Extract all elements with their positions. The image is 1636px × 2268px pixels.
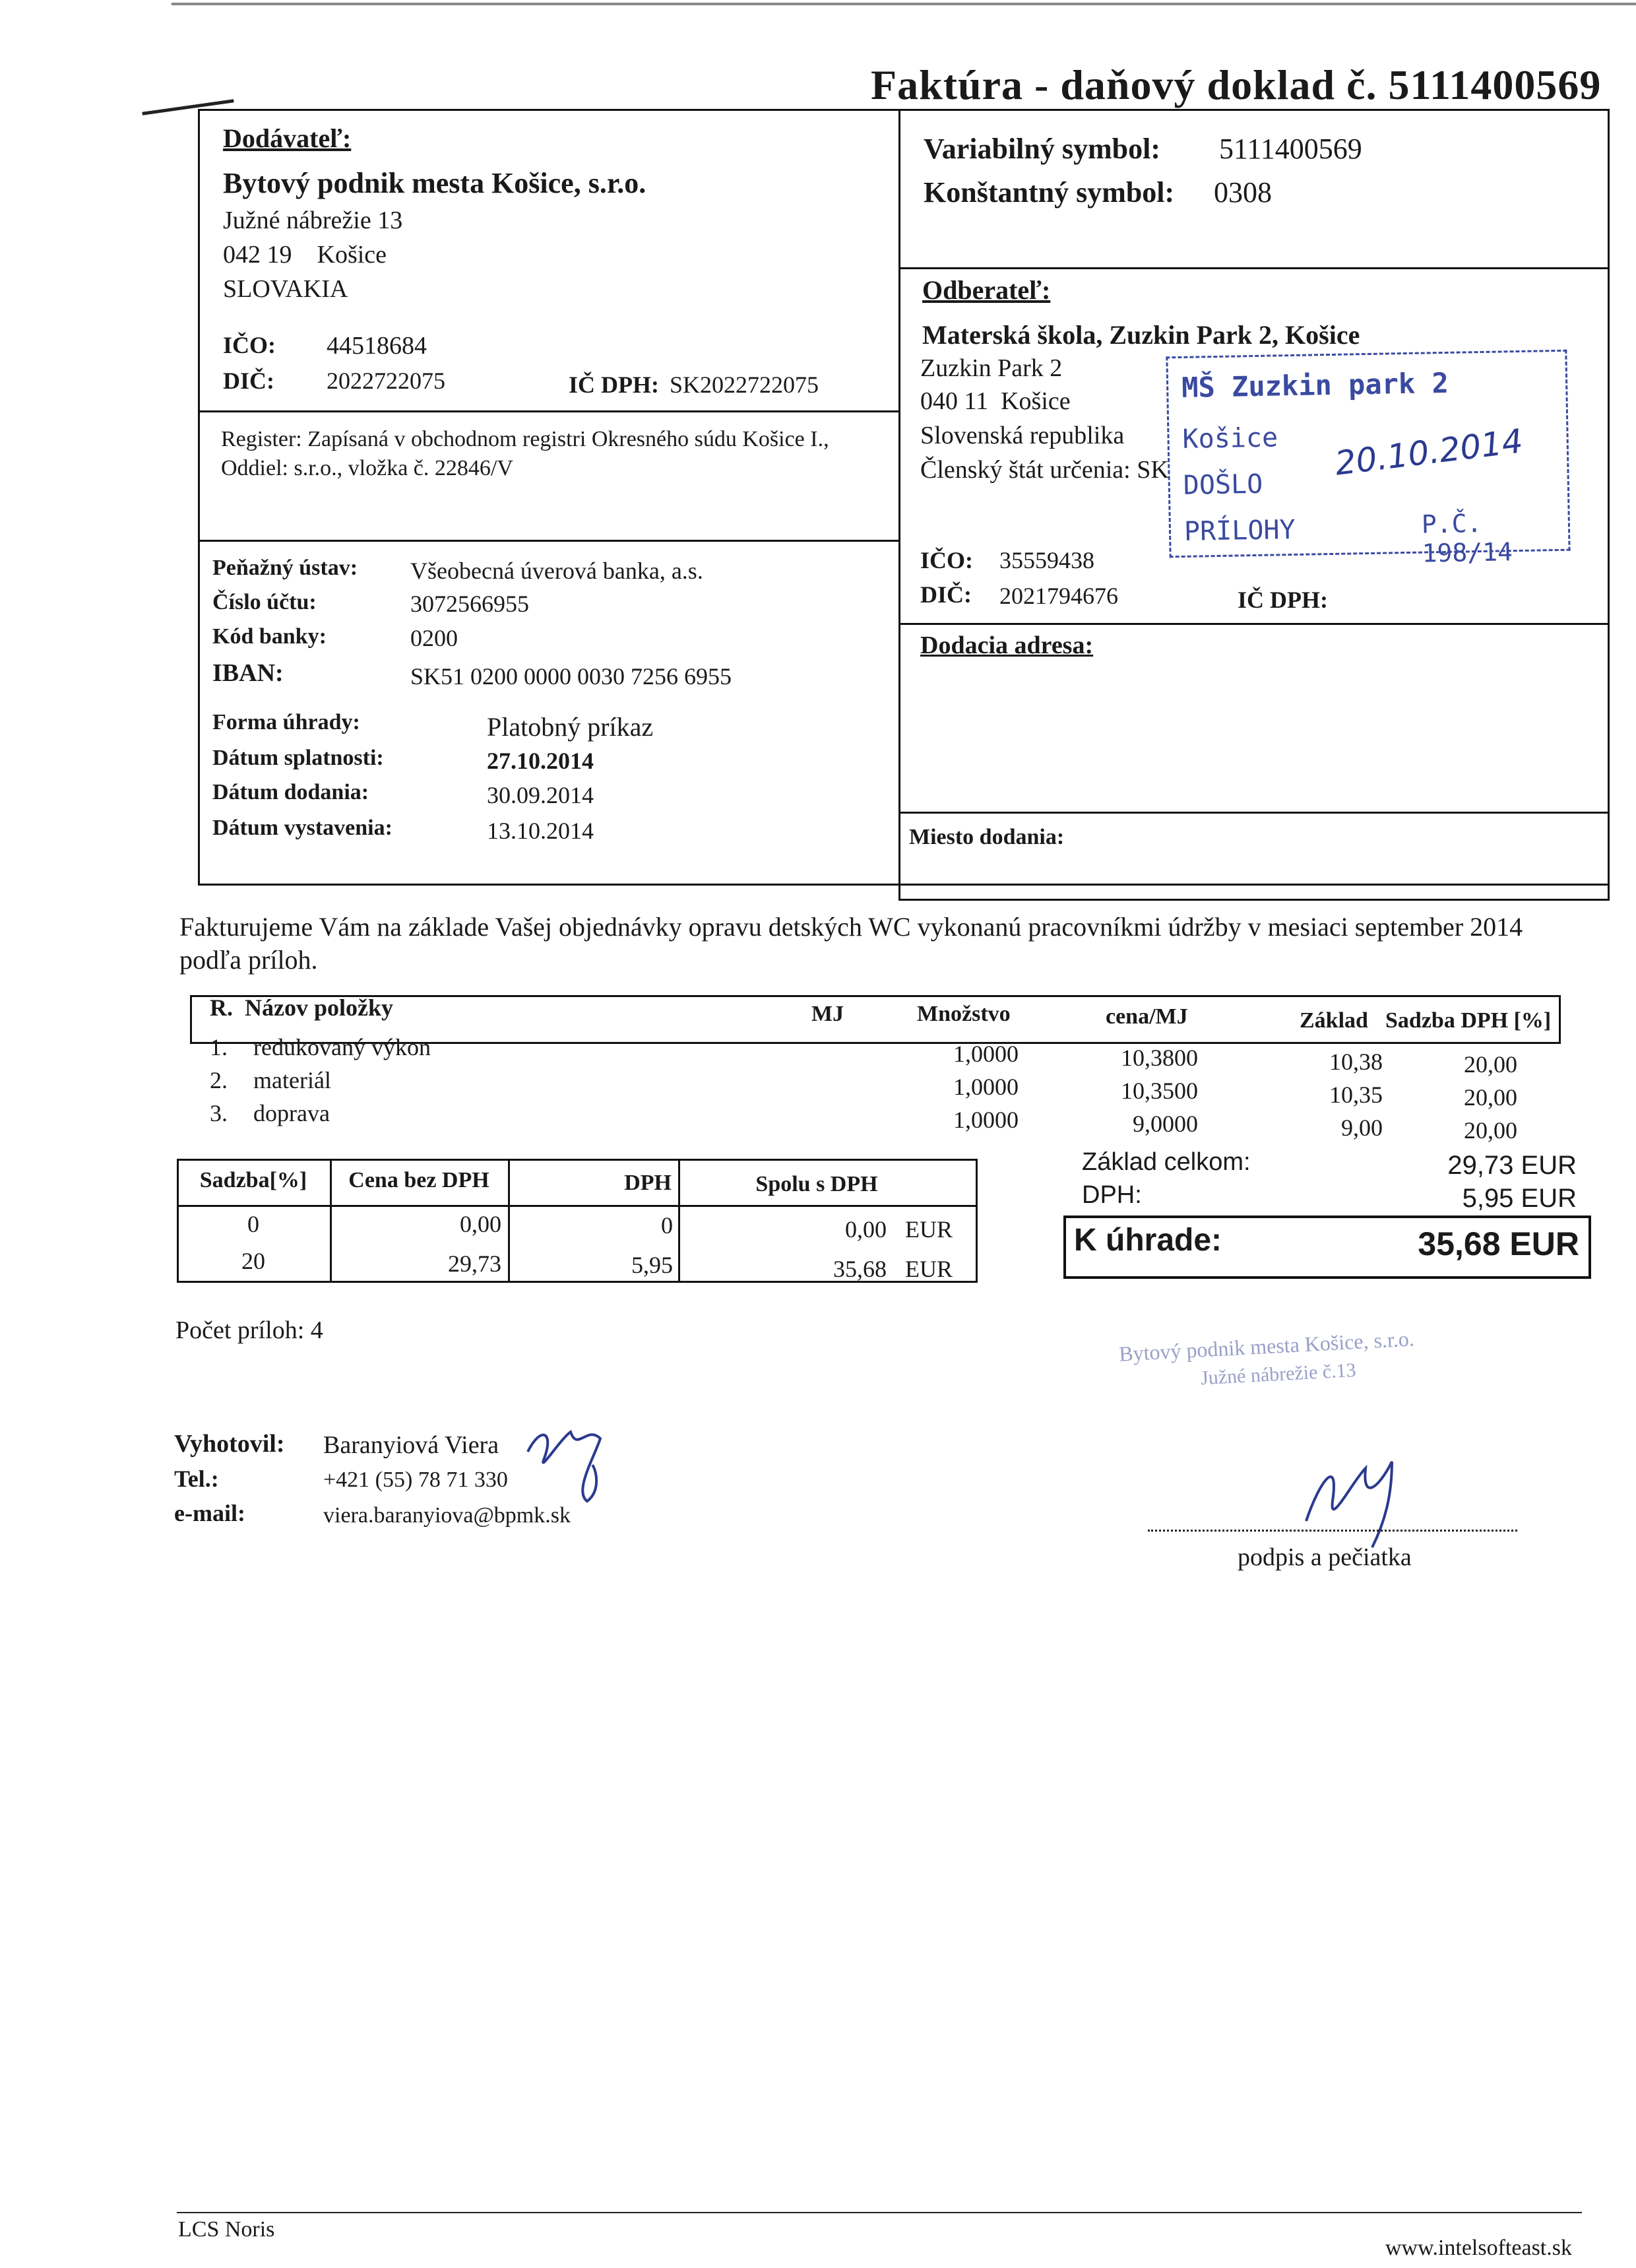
- header-right-edge: [1608, 109, 1610, 901]
- item-base: 9,00: [1341, 1115, 1383, 1141]
- customer-ico-label: IČO:: [920, 547, 973, 573]
- bank-code-label: Kód banky:: [212, 624, 327, 649]
- account-label: Číslo účtu:: [212, 590, 317, 614]
- customer-dic-label: DIČ:: [920, 581, 972, 608]
- constant-symbol-label: Konštantný symbol:: [924, 176, 1175, 209]
- signature-label: podpis a pečiatka: [1238, 1543, 1412, 1571]
- vat-total: 5,95 EUR: [1462, 1184, 1577, 1213]
- vat-row-currency: EUR: [905, 1256, 953, 1282]
- stamp-line-1: MŠ Zuzkin park 2: [1181, 366, 1449, 404]
- stamp-signature: [1293, 1442, 1425, 1554]
- customer-member-state: Členský štát určenia: SK: [920, 456, 1169, 484]
- item-price: 10,3800: [1121, 1045, 1198, 1071]
- footer-line: [177, 2212, 1582, 2213]
- item-price: 9,0000: [1133, 1111, 1198, 1137]
- stamp-line-2: Košice: [1182, 422, 1278, 455]
- bank-name: Všeobecná úverová banka, a.s.: [410, 558, 703, 584]
- stamp-handwritten-date: 20.10.2014: [1333, 422, 1525, 483]
- account-number: 3072566955: [410, 591, 529, 617]
- supplier-ico: 44518684: [327, 332, 427, 360]
- vat-row-total: 35,68: [833, 1256, 887, 1282]
- supplier-dic: 2022722075: [327, 368, 445, 394]
- item-name: materiál: [253, 1067, 331, 1093]
- amount-due-label: K úhrade:: [1074, 1223, 1222, 1258]
- footer-right: www.intelsofteast.sk: [1385, 2236, 1572, 2260]
- company-seal-line-1: Bytový podnik mesta Košice, s.r.o.: [1118, 1326, 1415, 1366]
- vat-col-total-header: Spolu s DPH: [755, 1172, 878, 1196]
- delivery-place-label: Miesto dodania:: [909, 825, 1065, 849]
- item-no: 2.: [210, 1067, 228, 1093]
- base-total: 29,73 EUR: [1447, 1151, 1577, 1180]
- company-seal-line-2: Južné nábrežie č.13: [1200, 1359, 1357, 1390]
- intro-text: Fakturujeme Vám na základe Vašej objednávky opravu detských WC vykonanú pracovníkmi údržby v mesiaci september 2014 podľa príloh.: [179, 912, 1523, 975]
- received-stamp: [1166, 350, 1570, 568]
- supplier-dic-label: DIČ:: [223, 368, 274, 394]
- issue-date-label: Dátum vystavenia:: [212, 816, 393, 840]
- base-total-label: Základ celkom:: [1082, 1148, 1251, 1176]
- delivery-address-label: Dodacia adresa:: [920, 632, 1094, 659]
- delivery-bottom: [898, 899, 1608, 901]
- author-signature: [515, 1412, 620, 1511]
- payment-form: Platobný príkaz: [487, 712, 654, 742]
- supplier-country: SLOVAKIA: [223, 275, 348, 303]
- customer-divider: [898, 623, 1608, 625]
- issue-date: 13.10.2014: [487, 818, 594, 844]
- bank-label: Peňažný ústav:: [212, 556, 358, 580]
- scan-edge-line: [172, 3, 1636, 5]
- col-base-header: Základ: [1300, 1008, 1368, 1033]
- constant-symbol: 0308: [1214, 176, 1272, 209]
- vat-row-rate: 0: [247, 1211, 259, 1237]
- variable-symbol-label: Variabilný symbol:: [924, 133, 1161, 165]
- tel: +421 (55) 78 71 330: [323, 1468, 508, 1492]
- delivery-date-label: Dátum dodania:: [212, 780, 369, 804]
- item-name: redukovaný výkon: [253, 1034, 431, 1060]
- customer-dic: 2021794676: [999, 583, 1118, 609]
- vat-row-total: 0,00: [845, 1216, 887, 1243]
- bank-code: 0200: [410, 625, 458, 651]
- footer-left: LCS Noris: [178, 2217, 275, 2242]
- bank-divider: [198, 540, 898, 542]
- delivery-date: 30.09.2014: [487, 782, 594, 808]
- tel-label: Tel.:: [174, 1466, 219, 1492]
- vat-total-label: DPH:: [1082, 1181, 1142, 1209]
- vat-row-vat: 0: [661, 1212, 673, 1239]
- signature-line: [1148, 1530, 1517, 1532]
- header-divider: [898, 109, 900, 901]
- supplier-icdph: SK2022722075: [670, 372, 819, 398]
- item-name: doprava: [253, 1100, 330, 1126]
- item-vat: 20,00: [1464, 1084, 1517, 1111]
- customer-heading: Odberateľ:: [922, 275, 1051, 305]
- vat-row-base: 29,73: [448, 1250, 501, 1277]
- vat-col-rate-header: Sadzba[%]: [199, 1168, 307, 1192]
- vat-row-rate: 20: [241, 1248, 265, 1274]
- vat-table-header-line: [177, 1205, 978, 1207]
- customer-name: Materská škola, Zuzkin Park 2, Košice: [922, 320, 1360, 350]
- customer-icdph-label: IČ DPH:: [1238, 587, 1328, 613]
- customer-street: Zuzkin Park 2: [920, 354, 1063, 382]
- col-name-header: R. Názov položky: [210, 994, 393, 1021]
- stamp-reference: P.Č. 198/14: [1421, 509, 1513, 568]
- customer-country: Slovenská republika: [920, 422, 1125, 449]
- iban: SK51 0200 0000 0030 7256 6955: [410, 663, 732, 690]
- vat-row-vat: 5,95: [631, 1252, 673, 1278]
- supplier-divider: [198, 410, 898, 412]
- item-no: 3.: [210, 1100, 228, 1126]
- col-price-header: cena/MJ: [1106, 1004, 1188, 1029]
- col-qty-header: Množstvo: [917, 1002, 1011, 1026]
- item-qty: 1,0000: [953, 1074, 1019, 1100]
- supplier-name: Bytový podnik mesta Košice, s.r.o.: [223, 167, 646, 199]
- stamp-line-3: DOŠLO: [1183, 469, 1263, 501]
- supplier-heading: Dodávateľ:: [223, 123, 352, 153]
- item-qty: 1,0000: [953, 1041, 1019, 1067]
- vat-col-vat-header: DPH: [624, 1171, 672, 1195]
- stamp-line-4: PRÍLOHY: [1183, 514, 1296, 547]
- item-vat: 20,00: [1464, 1051, 1517, 1078]
- supplier-icdph-label: IČ DPH:: [569, 372, 659, 398]
- item-base: 10,35: [1329, 1082, 1383, 1108]
- vat-col-base-header: Cena bez DPH: [348, 1168, 489, 1192]
- vat-row-currency: EUR: [905, 1216, 953, 1243]
- item-qty: 1,0000: [953, 1107, 1019, 1133]
- made-by: Baranyiová Viera: [323, 1431, 499, 1459]
- payment-form-label: Forma úhrady:: [212, 710, 360, 734]
- item-price: 10,3500: [1121, 1078, 1198, 1104]
- item-base: 10,38: [1329, 1049, 1383, 1075]
- due-date-label: Dátum splatnosti:: [212, 746, 384, 770]
- customer-ico: 35559438: [999, 547, 1094, 573]
- customer-zip-city: 040 11 Košice: [920, 387, 1071, 415]
- iban-label: IBAN:: [212, 659, 284, 687]
- variable-symbol: 5111400569: [1219, 133, 1362, 165]
- supplier-ico-label: IČO:: [223, 332, 276, 358]
- item-vat: 20,00: [1464, 1117, 1517, 1144]
- item-no: 1.: [210, 1034, 228, 1060]
- amount-due: 35,68 EUR: [1418, 1225, 1579, 1262]
- made-by-label: Vyhotovil:: [174, 1430, 285, 1458]
- email: viera.baranyiova@bpmk.sk: [323, 1503, 571, 1528]
- supplier-register: Register: Zapísaná v obchodnom registri Okresného súdu Košice I., Oddiel: s.r.o., vložka č. 22846/V: [221, 427, 829, 480]
- supplier-street: Južné nábrežie 13: [223, 207, 403, 234]
- supplier-zip-city: 042 19 Košice: [223, 241, 387, 269]
- col-vat-header: Sadzba DPH [%]: [1385, 1008, 1552, 1033]
- attachments-count: Počet príloh: 4: [175, 1316, 323, 1344]
- symbols-divider: [898, 267, 1608, 269]
- col-unit-header: MJ: [811, 1002, 844, 1026]
- document-title: Faktúra - daňový doklad č. 5111400569: [871, 61, 1602, 108]
- vat-row-base: 0,00: [460, 1211, 501, 1237]
- due-date: 27.10.2014: [487, 748, 594, 774]
- email-label: e-mail:: [174, 1500, 245, 1526]
- delivery-divider: [898, 812, 1608, 814]
